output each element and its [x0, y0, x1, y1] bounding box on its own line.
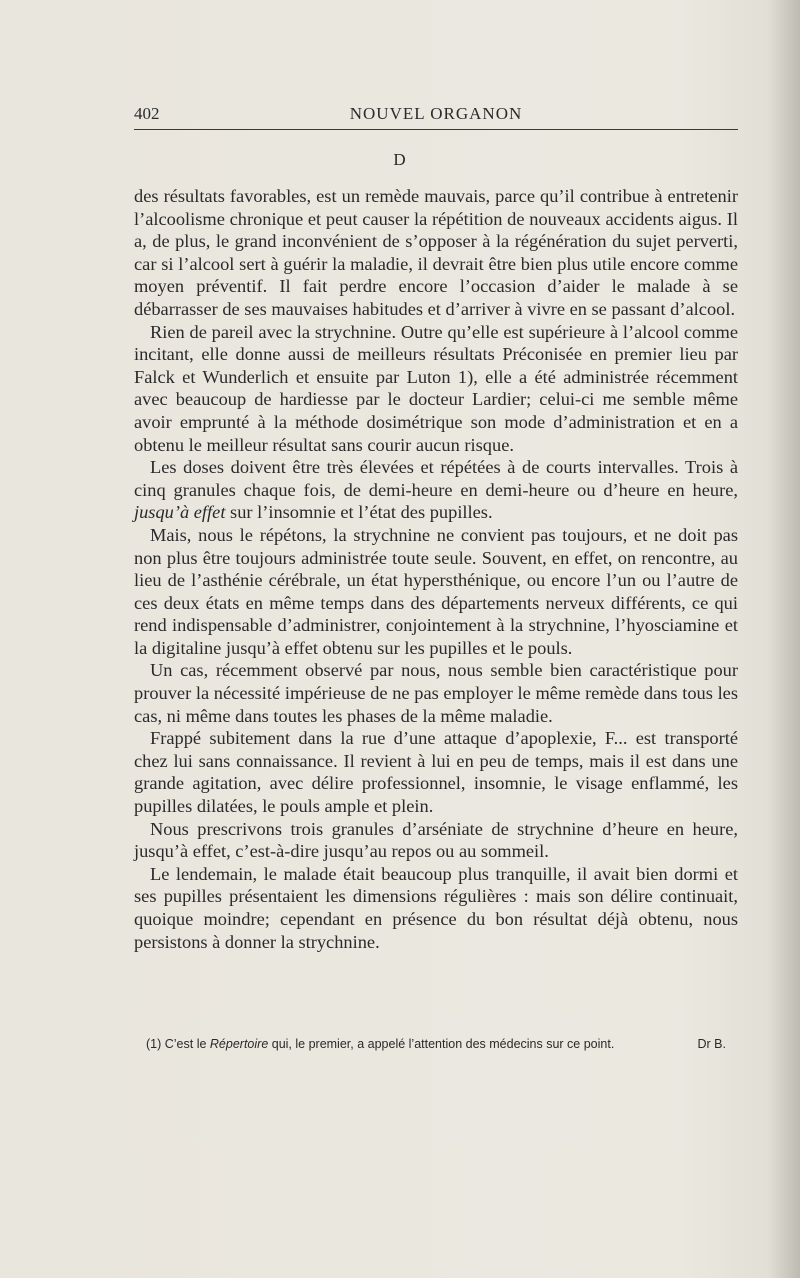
footnote-segment: qui, le premier, a appelé l’attention des médecins sur ce point. [268, 1037, 615, 1051]
paragraph [134, 818, 738, 863]
paragraph [134, 456, 738, 524]
paragraph-text: Frappé subitement dans la rue d’une attaque d’apoplexie, F... est transporté chez lui sans connaissance. Il revient à lui en peu de temps, mais il est dans une grande agitation, avec délire professionnel, insomnie, le visage enflammé, les pupilles dilatées, le pouls ample et plein. [134, 728, 738, 817]
paragraph-text: Mais, nous le répétons, la strychnine ne convient pas toujours, et ne doit pas non plus être toujours administrée toute seule. Souvent, en effet, on rencontre, au lieu de l’asthénie cérébrale, un état hypersthénique, ou encore l’un ou l’autre de ces deux états en même temps dans des départements nerveux différents, ce qui rend indispensable d’administrer, conjointement à la strychnine, l’hyosciamine et la digitaline jusqu’à effet obtenu sur les pupilles et le pouls. [134, 524, 738, 658]
page-header [134, 104, 738, 128]
paragraph [134, 863, 738, 953]
paragraph [134, 185, 738, 321]
italic-text: jusqu’à effet [134, 502, 226, 523]
body-text [134, 185, 738, 953]
running-title: NOUVEL ORGANON [349, 104, 523, 123]
paragraph-text: Rien de pareil avec la strychnine. Outre qu’elle est supérieure à l’alcool comme incitant, elle donne aussi de meilleurs résultats Préconisée en premier lieu par Falck et Wunderlich et ensuite par Luton 1), elle a été administrée récemment avec beaucoup de hardiesse par le docteur Lardier; celui-ci me semble même avoir emprunté à la méthode dosimétrique son mode d’administration et en a obtenu le meilleur résultat sans courir aucun risque. [134, 321, 738, 455]
footnote-italic: Répertoire [209, 1037, 269, 1051]
paragraph-text: Les doses doivent être très élevées et répétées à de courts intervalles. Trois à cinq granules chaque fois, de demi-heure en demi-heure ou d’heure en heure, [134, 457, 738, 500]
footnote [146, 1037, 726, 1051]
paragraph-text: Un cas, récemment observé par nous, nous semble bien caractéristique pour prouver la nécessité impérieuse de ne pas employer le même remède dans tous les cas, ni même dans toutes les phases de la même maladie. [134, 660, 738, 726]
signature-mark: D [393, 150, 407, 169]
footnote-signature: Dr B. [697, 1037, 726, 1051]
footnote-text [146, 1037, 614, 1051]
paragraph [134, 524, 738, 660]
paragraph-text: sur l’insomnie et l’état des pupilles. [225, 502, 493, 523]
footnote-segment: (1) C’est le [146, 1037, 210, 1051]
paragraph-text: des résultats favorables, est un remède mauvais, parce qu’il contribue à entretenir l’alcoolisme chronique et peut causer la répétition de nouveaux accidents aigus. Il a, de plus, le grand inconvénient de s’opposer à la régénération du sujet perverti, car si l’alcool sert à guérir la maladie, il devrait être bien plus utile encore comme moyen préventif. Il fait perdre encore l’occasion d’aider le malade à se débarrasser de ses mauvaises habitudes et d’arriver à vivre en se passant d’alcool. [134, 186, 738, 319]
header-rule [134, 129, 738, 130]
paragraph-text: Nous prescrivons trois granules d’arséniate de strychnine d’heure en heure, jusqu’à effet, c’est-à-dire jusqu’au repos ou au sommeil. [134, 818, 738, 862]
paragraph-text: Le lendemain, le malade était beaucoup plus tranquille, il avait bien dormi et ses pupilles présentaient les dimensions régulières : mais son délire continuait, quoique moindre; cependant en présence du bon résultat déjà obtenu, nous persistons à donner la strychnine. [134, 863, 738, 952]
paragraph [134, 321, 738, 457]
page-number: 402 [134, 104, 160, 123]
paragraph [134, 659, 738, 727]
paragraph [134, 727, 738, 817]
